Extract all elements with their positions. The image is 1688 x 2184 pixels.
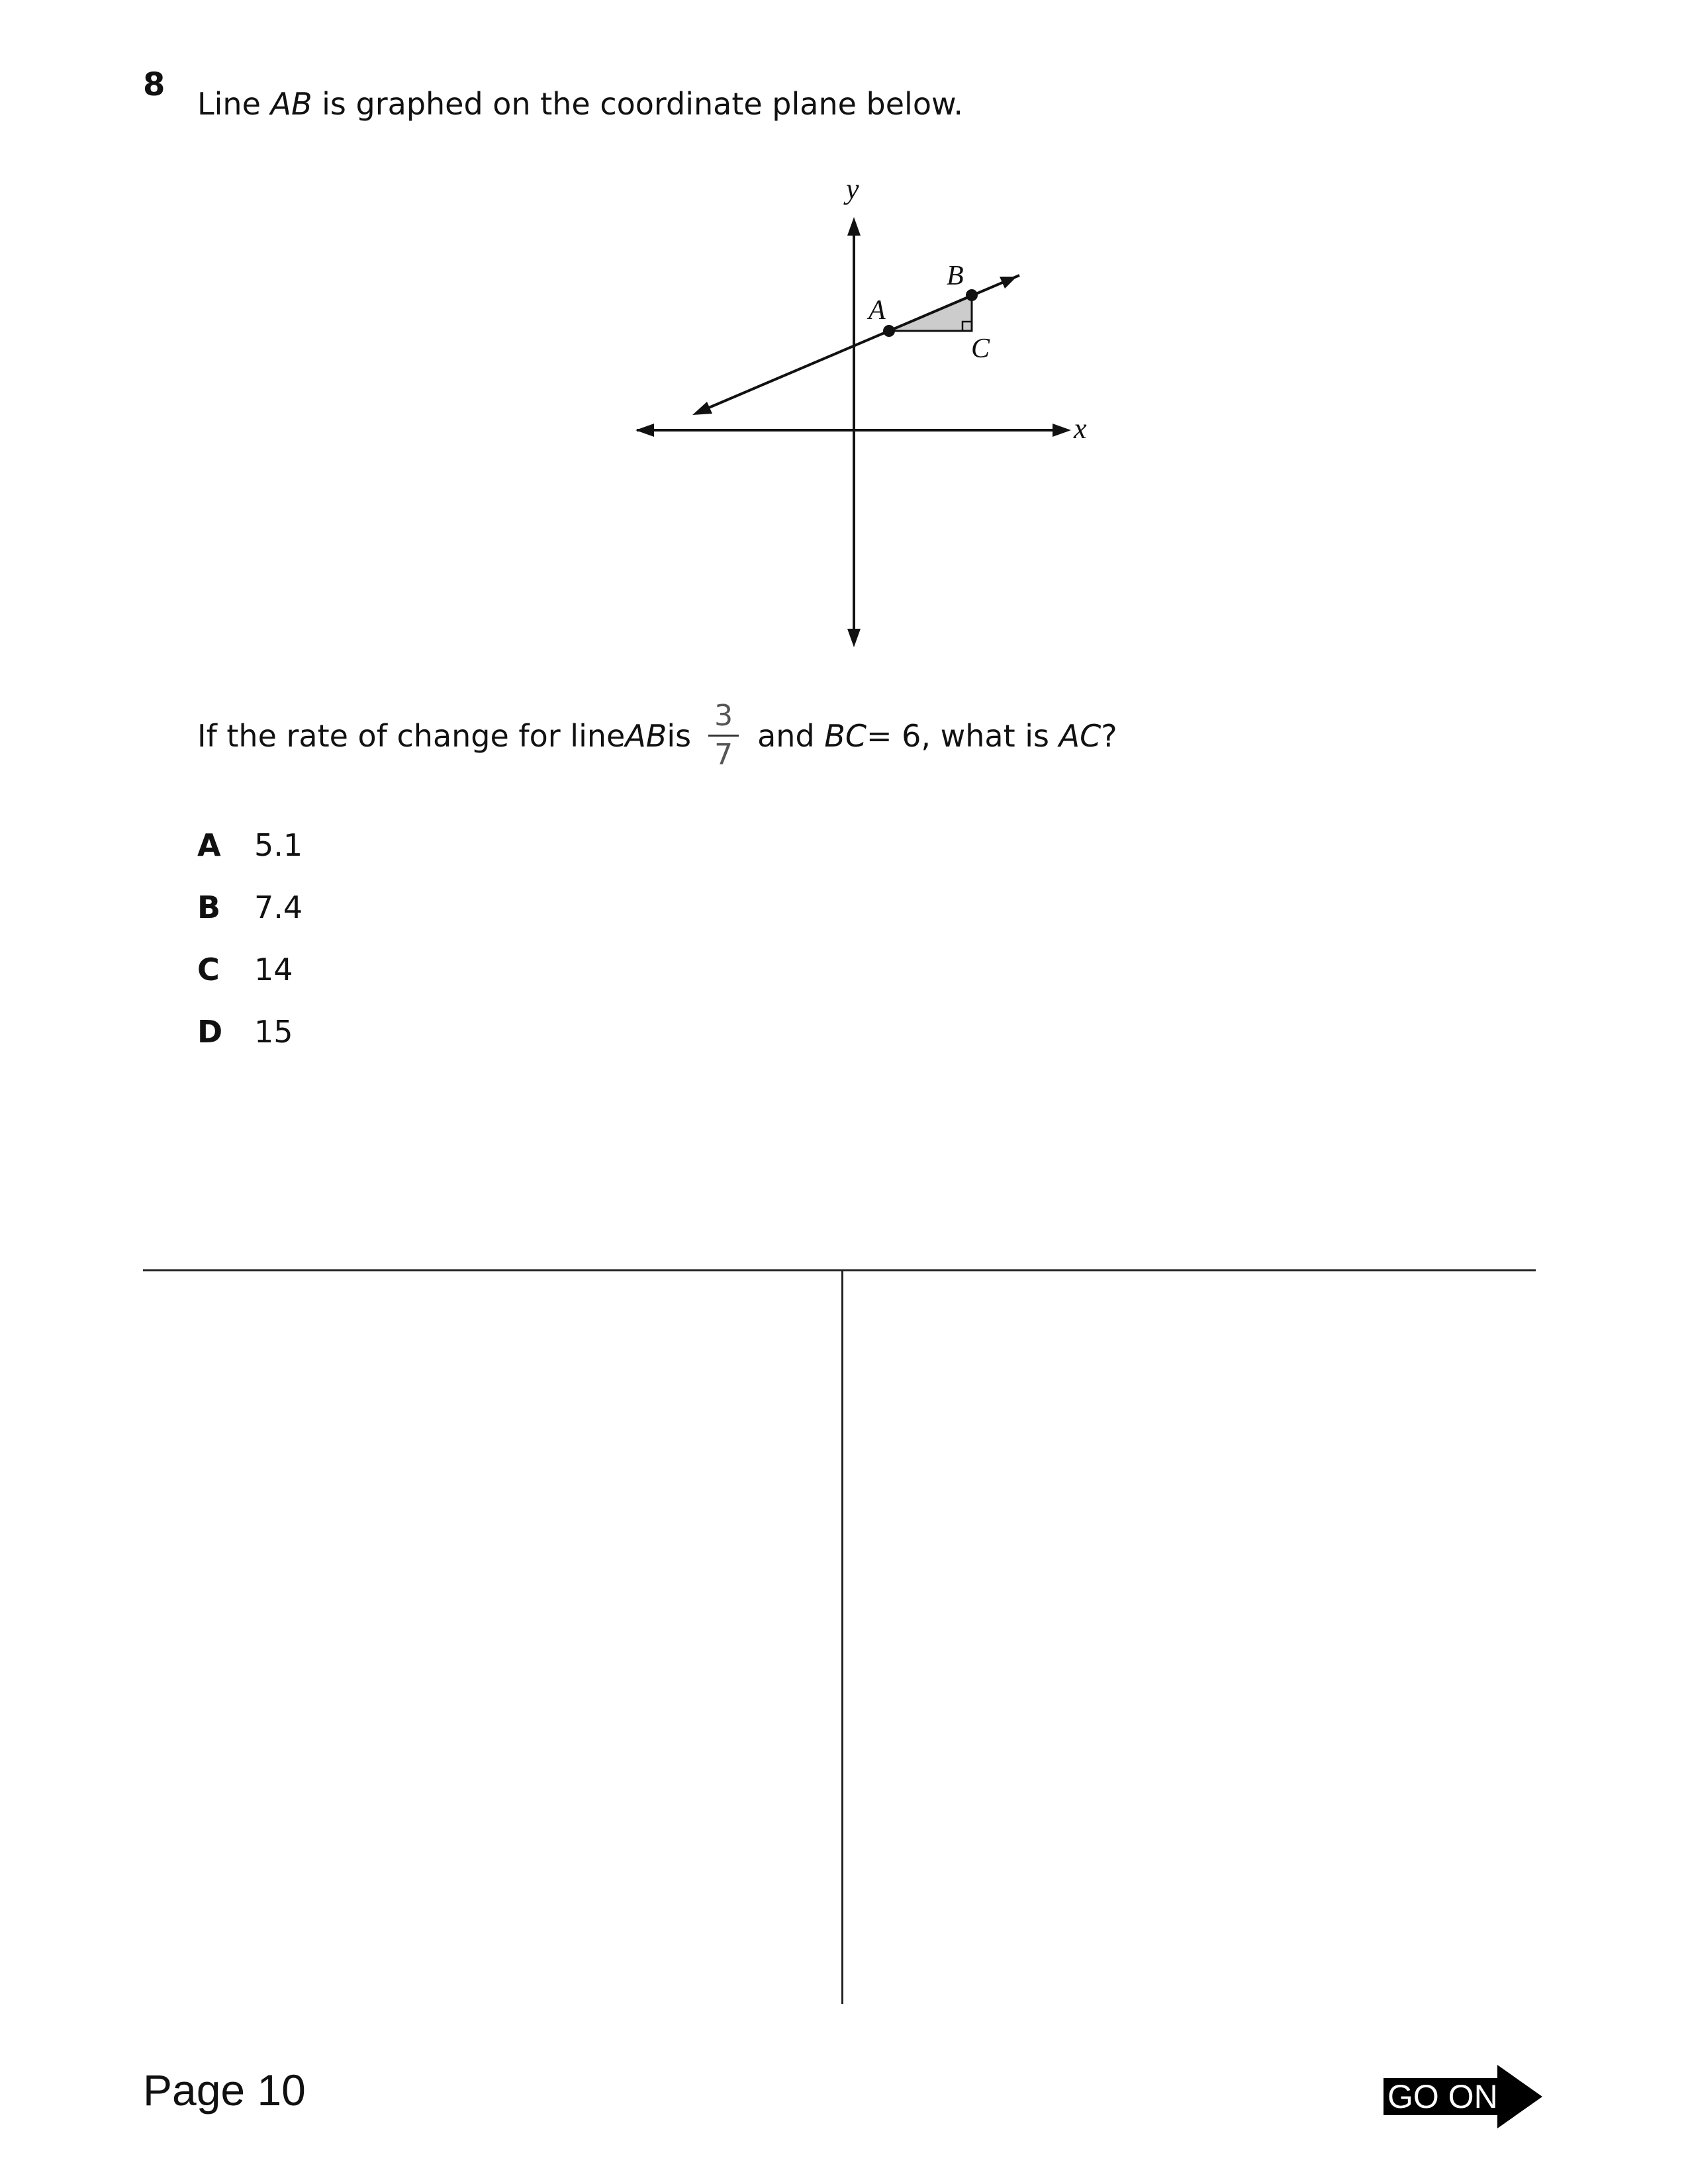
go-on-indicator bbox=[1383, 2064, 1549, 2130]
y-axis-arrow-up bbox=[847, 217, 861, 236]
choice-text: 5.1 bbox=[254, 827, 303, 863]
scratch-area-vertical-divider bbox=[841, 1269, 843, 2004]
choice-letter: C bbox=[197, 952, 220, 987]
point-a-label: A bbox=[868, 295, 886, 326]
fraction-numerator: 3 bbox=[714, 699, 733, 733]
prompt-text-2: is bbox=[667, 717, 692, 754]
prompt-variable-ab: AB bbox=[625, 717, 667, 754]
x-axis-arrow-left bbox=[635, 424, 654, 437]
point-b-dot bbox=[966, 289, 978, 301]
prompt-text-5: ? bbox=[1101, 717, 1117, 754]
question-number: 8 bbox=[143, 66, 165, 103]
stem-text-2: is graphed on the coordinate plane below. bbox=[312, 86, 963, 122]
choice-letter: D bbox=[197, 1014, 223, 1050]
point-b-label: B bbox=[947, 261, 964, 291]
choice-a[interactable] bbox=[197, 827, 303, 889]
choice-b[interactable] bbox=[197, 889, 303, 952]
choice-text: 15 bbox=[254, 1014, 293, 1050]
answer-choices bbox=[197, 827, 303, 1076]
choice-letter: B bbox=[197, 889, 221, 925]
fraction-denominator: 7 bbox=[714, 738, 733, 772]
choice-text: 14 bbox=[254, 952, 293, 987]
prompt-variable-ac: AC bbox=[1058, 717, 1102, 754]
point-a-dot bbox=[883, 325, 895, 337]
y-axis-label: y bbox=[846, 173, 859, 205]
y-axis-arrow-down bbox=[847, 629, 861, 647]
choice-text: 7.4 bbox=[254, 889, 303, 925]
x-axis-label: x bbox=[1074, 412, 1087, 445]
line-arrow-left bbox=[692, 402, 712, 415]
page-number: Page 10 bbox=[143, 2066, 306, 2115]
go-on-label: GO ON bbox=[1383, 2078, 1502, 2115]
prompt-text-4: = 6, what is bbox=[866, 717, 1050, 754]
choice-letter: A bbox=[197, 827, 221, 863]
prompt-text-1: If the rate of change for line bbox=[197, 717, 626, 754]
question-stem bbox=[197, 86, 963, 122]
fraction-bar bbox=[708, 735, 739, 737]
x-axis-arrow-right bbox=[1053, 424, 1071, 437]
stem-variable-ab: AB bbox=[270, 86, 312, 122]
question-prompt bbox=[197, 699, 1117, 772]
prompt-variable-bc: BC bbox=[824, 717, 867, 754]
scratch-area-horizontal-divider bbox=[143, 1269, 1536, 1271]
fraction-rate bbox=[708, 699, 739, 772]
point-c-label: C bbox=[971, 334, 990, 364]
coordinate-plane-diagram bbox=[596, 165, 1125, 668]
choice-d[interactable] bbox=[197, 1014, 303, 1076]
prompt-text-3: and bbox=[757, 717, 815, 754]
choice-c[interactable] bbox=[197, 952, 303, 1014]
stem-text-1: Line bbox=[197, 86, 271, 122]
